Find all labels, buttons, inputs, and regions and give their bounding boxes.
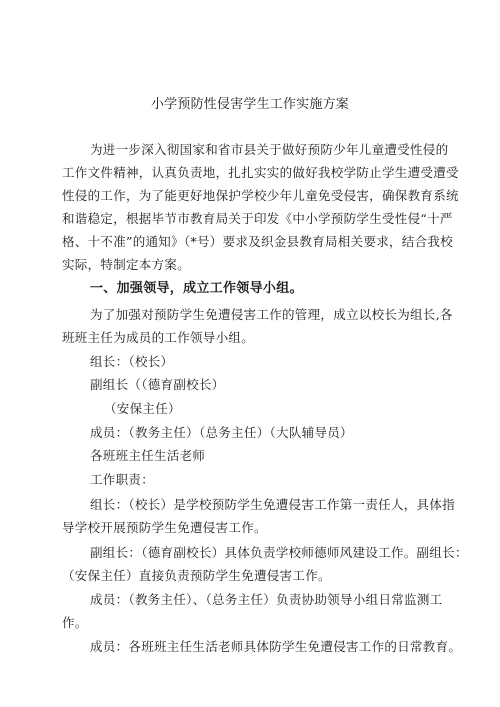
body-line: 成员：各班班主任生活老师具体防学生免遭侵害工作的日常教育。: [90, 639, 462, 654]
body-line: 成员：（教务主任）（总务主任）（大队辅导员）: [90, 425, 353, 440]
body-line: 和谐稳定，根据毕节市教育局关于印发《中小学预防学生受性侵“十严: [62, 211, 453, 226]
body-line: （安保主任）直接负责预防学生免遭侵害工作。: [62, 568, 331, 583]
body-line: 性侵的工作，为了能更好地保护学校少年儿童免受侵害，确保教育系统: [62, 188, 459, 203]
body-line: （安保主任）: [104, 401, 181, 416]
body-line: 实际，特制定本方案。: [62, 257, 191, 272]
body-line: 工作职责：: [90, 472, 155, 487]
document-title: 小学预防性侵害学生工作实施方案: [150, 97, 349, 112]
body-line: 作。: [62, 615, 88, 630]
body-line: 组长：（校长）是学校预防学生免遭侵害工作第一责任人，具体指: [90, 497, 455, 512]
body-line: 副组长（（德育副校长）: [90, 377, 225, 392]
body-line: 组长：（校长）: [90, 354, 174, 369]
body-line: 副组长：（德育副校长）具体负责学校师德师风建设工作。副组长：: [90, 545, 468, 560]
body-line: 各班班主任生活老师: [90, 448, 206, 463]
body-line: 为了加强对预防学生免遭侵害工作的管理，成立以校长为组长,各: [90, 307, 453, 322]
body-line: 工作文件精神，认真负责地，扎扎实实的做好我校学防止学生遭受遭受: [62, 165, 459, 180]
body-line: 格、十不准”的通知》（*号）要求及织金县教育局相关要求，结合我校: [62, 234, 453, 249]
body-line: 成员：（教务主任）、（总务主任）负责协助领导小组日常监测工: [90, 592, 443, 607]
body-line: 导学校开展预防学生免遭侵害工作。: [62, 520, 267, 535]
section-heading: 一、加强领导，成立工作领导小组。: [90, 281, 303, 296]
body-line: 为进一步深入彻国家和省市县关于做好预防少年儿童遭受性侵的: [90, 142, 449, 157]
body-line: 班班主任为成员的工作领导小组。: [62, 330, 255, 345]
